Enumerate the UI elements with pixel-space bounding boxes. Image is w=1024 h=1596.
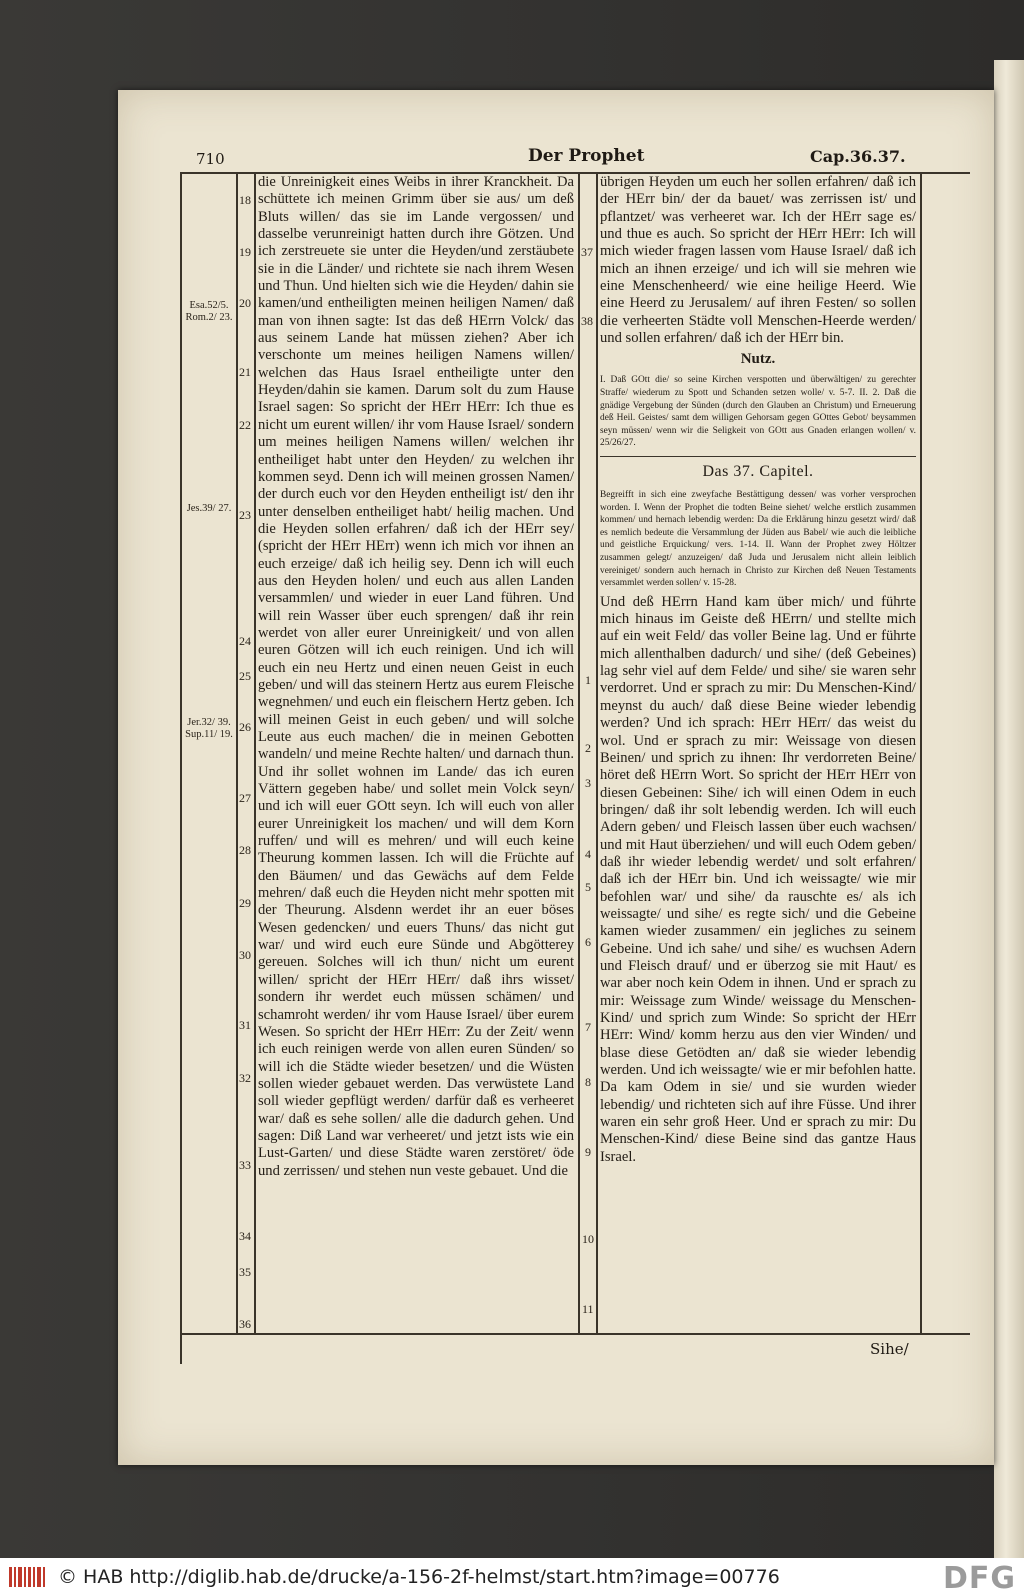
verse-number: 25: [239, 669, 251, 683]
verse-number: 33: [239, 1158, 251, 1172]
margin-note: Jer.32/ 39. Sup.11/ 19.: [185, 717, 233, 740]
verse-number: 8: [585, 1075, 591, 1089]
right-column-text-bottom: Und deß HErrn Hand kam über mich/ und führte mich hinaus im Geiste deß HErrn/ und stellte mich auf ein weit Feld/ das voller Beine lag. Und er führte mich allenthalben dadurch/ und sihe/ (deß Gebeines) lag sehr viel auf dem Felde/ und sihe/ sie waren sehr verdorret. Und er sprach zu mir: Du Menschen-Kind/ meynst du auch/ daß diese Beine wieder lebendig werden? Und ich sprach: HErr HErr/ das weist du wol. Und er sprach zu mir: Weissage von diesen Beinen/ und sprich zu ihnen: Ihr verdorreten Beine/ höret deß HErrn Wort. So spricht der HErr HErr von diesen Gebeinen: Sihe/ ich will einen Odem in euch bringen/ daß ihr solt lebendig werden. Ich will euch Adern geben/ und Fleisch lassen über euch wachsen/ und mit Haut überziehen/ und will euch Odem geben/ daß ihr wieder lebendig werdet/ und solt erfahren/ daß ich der HErr bin. Und ich weissagte/ wie mir befohlen war/ und sihe/ da rauschte es/ als ich weissagte/ und sihe/ es regte sich/ und die Gebeine kamen wieder zusammen/ ein jegliches zu seinem Gebeine. Und ich sahe/ und sihe/ es wuchsen Adern und Fleisch drauf/ und er überzog sie mit Haut/ es war aber noch kein Odem in ihnen. Und er sprach zu mir: Weissage zum Winde/ weissage du Menschen-Kind/ und sprich zum Winde: So spricht der HErr HErr: Wind/ komm herzu aus den vier Winden/ und blase diese Getödten an/ daß sie wieder lebendig werden. Und ich weissagte/ wie er mir befohlen hatte. Da kam Odem in sie/ und sie wurden wieder lebendig/ und richteten sich auf ihre Füsse. Und ihrer waren ein sehr groß Heer. Und er sprach zu mir: Du Menschen-Kind/ diese Beine sind das gantze Haus Israel.: [600, 593, 916, 1165]
barcode-logo-icon: [8, 1564, 46, 1590]
verse-number: 31: [239, 1018, 251, 1032]
verse-number: 26: [239, 720, 251, 734]
verse-number: 29: [239, 896, 251, 910]
verse-number: 5: [585, 880, 591, 894]
verse-number: 38: [581, 314, 593, 328]
verse-number: 19: [239, 245, 251, 259]
chapter-heading: Das 37. Capitel.: [702, 463, 814, 480]
verse-number: 27: [239, 791, 251, 805]
chapter-reference: Cap.36.37.: [810, 147, 906, 166]
verse-number: 10: [582, 1232, 594, 1246]
verse-number: 6: [585, 935, 591, 949]
verse-number: 4: [585, 847, 591, 861]
page-number: 710: [196, 150, 225, 168]
chapter-summary: Begreifft in sich eine zweyfache Bestättigung dessen/ was vorher versprochen worden. I. Wenn der Prophet die todten Beine siehet/ welche erstlich zusammen kommen/ und hernach lebendig werden: Da die Erklärung hinzu gesetzt wird/ daß es nemlich bedeute die Versammlung der Jüden aus Babel/ wie auch die leibliche und geistliche Erquickung/ vers. 1-14. II. Wann der Prophet zwey Höltzer zusammen gelegt/ anzuzeigen/ daß Juda und Jerusalem nicht allein leiblich vereiniget/ sondern auch hernach in Christo zur Kirchen deß Neuen Testaments versammlet werden sollen/ v. 15-28.: [600, 490, 916, 589]
right-verse-rule: [596, 172, 598, 1334]
verse-number: 9: [585, 1145, 591, 1159]
verse-number: 22: [239, 418, 251, 432]
catchword: Sihe/: [870, 1340, 909, 1358]
dfg-logo: DFG: [942, 1561, 1016, 1596]
left-text-rule: [254, 172, 256, 1334]
verse-number: 34: [239, 1229, 251, 1243]
book-page: [118, 90, 994, 1465]
verse-number: 21: [239, 365, 251, 379]
margin-note: Esa.52/5. Rom.2/ 23.: [185, 300, 233, 323]
running-title: Der Prophet: [528, 146, 645, 166]
verse-number: 1: [585, 673, 591, 687]
verse-number: 36: [239, 1317, 251, 1331]
section-divider: [600, 456, 916, 457]
nutz-heading: Nutz.: [740, 351, 776, 368]
verse-number: 11: [582, 1302, 594, 1316]
outer-margin-rule: [180, 172, 182, 1364]
next-page-edge: [994, 60, 1024, 1558]
source-link[interactable]: © HAB http://diglib.hab.de/drucke/a-156-2f-helmst/start.htm?image=00776: [58, 1566, 780, 1588]
verse-number: 24: [239, 634, 251, 648]
left-verse-rule: [236, 172, 238, 1334]
verse-number: 18: [239, 193, 251, 207]
margin-note: Jes.39/ 27.: [186, 503, 232, 514]
verse-number: 2: [585, 741, 591, 755]
column-divider-rule: [578, 172, 580, 1334]
verse-number: 7: [585, 1020, 591, 1034]
footer-bar: [0, 1558, 1024, 1596]
nutz-text: I. Daß GOtt die/ so seine Kirchen verspotten und überwältigen/ zu gerechter Straffe/ wiederum zu Spott und Schanden setzen wolle/ v. 5-7. II. 2. Daß die gnädige Vergebung der Sünden (durch den Glauben an Christum) und Erneuerung deß Heil. Geistes/ samt dem willigen Gehorsam gegen GOttes Gebot/ beysammen seyn müssen/ wenn wir die Seligkeit von GOtt aus Gnaden erlangen wollen/ v. 25/26/27.: [600, 375, 916, 449]
verse-number: 37: [581, 245, 593, 259]
verse-number: 20: [239, 296, 251, 310]
verse-number: 3: [585, 776, 591, 790]
verse-number: 23: [239, 508, 251, 522]
verse-number: 32: [239, 1071, 251, 1085]
left-column-text: die Unreinigkeit eines Weibs in ihrer Kranckheit. Da schüttete ich meinen Grimm über sie aus/ um deß Bluts willen/ das sie im Lande vergossen/ und dasselbe verunreinigt hatten durch ihre Götzen. Und ich zerstreuete sie unter die Heyden/und zerstäubete sie in die Länder/ und richtete sie nach ihrem Wesen und Thun. Und hielten sich wie die Heyden/ dahin sie kamen/und entheiligten meinen heiligen Namen/ daß man von ihnen sagte: Ist das deß HErrn Volck/ das aus seinem Lande hat müssen ziehen? Aber ich verschonte um meines heiligen Namens willen/ welchen das Haus Israel entheiligte unter den Heyden/dahin sie kamen. Darum solt du zum Hause Israel sagen: So spricht der HErr HErr: Ich thue es nicht um eurent willen/ ihr vom Hause Israel/ sondern um meines heiligen Namens willen/ welchen ihr entheiliget habt unter den Heyden/ zu welchen ihr kommen seyd. Denn ich will meinen grossen Namen/ der durch euch vor den Heyden entheiligt ist/ den ihr unter denselben entheiliget habt/ heilig machen. Und die Heyden sollen erfahren/ daß ich der HErr sey/ (spricht der HErr HErr) wenn ich mich vor ihnen an euch erzeige/ daß ich heilig sey. Denn ich will euch aus den Heyden holen/ und euch aus allen Landen versammlen/ und wieder in euer Land führen. Und will rein Wasser über euch sprengen/ daß ihr rein werdet von aller eurer Unreinigkeit/ und von allen euren Götzen will ich euch reinigen. Und ich will euch ein neu Hertz und einen neuen Geist in euch geben/ und will das steinern Hertz aus eurem Fleische wegnehmen/ und euch ein fleischern Hertz geben. Ich will meinen Geist in euch geben/ und will solche Leute aus euch machen/ die in meinen Gebotten wandeln/ und meine Rechte halten/ und darnach thun. Und ihr sollet wohnen im Lande/ das ich euren Vättern gegeben habe/ und sollet mein Volck seyn/ und ich will euer GOtt seyn. Ich will euch von aller eurer Unreinigkeit los machen/ und will dem Korn ruffen/ und will es mehren/ und will euch keine Theurung kommen lassen. Ich will die Früchte auf den Bäumen/ und das Gewächs auf dem Felde mehren/ daß euch die Heyden nicht mehr spotten mit der Theurung. Alsdenn werdet ihr an euer böses Wesen gedencken/ und euers Thuns/ das nicht gut war/ und wird euch eure Sünde und Abgötterey gereuen. Solches will ich thun/ nicht um eurent willen/ spricht der HErr HErr/ daß ihrs wisset/ sondern ihr werdet euch müssen schämen/ und schamroht werden/ ihr vom Hause Israel/ über eurem Wesen. So spricht der HErr HErr: Zu der Zeit/ wenn ich euch reinigen werde von allen euren Sünden/ so will ich die Städte wieder besetzen/ und die Wüsten sollen wieder gebauet werden. Das verwüstete Land soll wieder gepflügt werden/ darfür daß es verheeret war/ daß es sehe sollen/ alle die dadurch gehen. Und sagen: Diß Land war verheeret/ und jetzt ists wie ein Lust-Garten/ und diese Städte waren zerstöret/ öde und zerrissen/ und stehen nun veste gebauet. Und die: [258, 174, 574, 1179]
verse-number: 30: [239, 948, 251, 962]
right-column: [600, 174, 916, 1336]
right-text-rule: [920, 172, 922, 1334]
verse-number: 28: [239, 843, 251, 857]
right-column-text-top: übrigen Heyden um euch her sollen erfahren/ daß ich der HErr bin/ der da bauet/ was zerrissen ist/ und pflantzet/ was verheeret war. Ich der HErr sage es/ und thue es auch. So spricht der HErr HErr: Ich will mich wieder fragen lassen vom Hause Israel/ daß ich mich an ihnen erzeige/ und ich will sie mehren wie eine Menschenheerd/ wie eine heilige Heerd. Wie eine Heerd zu Jerusalem/ auf ihren Festen/ so sollen die verheerten Städte voll Menschen-Heerde werden/ und sollen erfahren/ daß ich der HErr bin.: [600, 174, 916, 347]
verse-number: 35: [239, 1265, 251, 1279]
